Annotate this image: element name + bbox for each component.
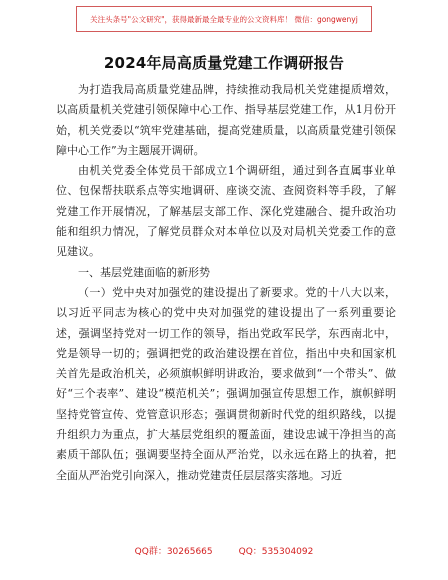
intro-paragraph: 为打造我局高质量党建品牌，持续推动我局机关党建提质增效，以高质量机关党建引领保障中心工作、指导基层党建工作，从1月份开始，机关党委以“筑牢党建基础，提高党建质量，以高质量党建引领保障中心工作”为主题展开调研。 — [56, 83, 396, 157]
contact-footer — [0, 544, 448, 557]
promo-banner-text: 关注头条号"公文研究"，获得最新最全最专业的公文资料库！ 微信：gongwenyj — [90, 14, 358, 24]
qq-label: QQ：535304092 — [238, 547, 314, 557]
section-paragraph: （一）党中央对加强党的建设提出了新要求。党的十八大以来，以习近平同志为核心的党中央对加强党的建设提出了一系列重要论述，强调坚持党对一切工作的领导，指出党政军民学，东西南北中，党是领导一切的；强调把党的政治建设摆在首位，指出中央和国家机关首先是政治机关，必须旗帜鲜明讲政治，要求做到“一个带头”、做好“三个表率”、建设“模范机关”；强调加强宣传思想工作，旗帜鲜明坚持党管宣传、党管意识形态；强调贯彻新时代党的组织路线，以提升组织力为重点，扩大基层党组织的覆盖面，建设忠诚干净担当的高素质干部队伍；强调要坚持全面从严治党，以永远在路上的执着，把全面从严治党引向深入，推动党建责任层层落实落地。习近 — [56, 285, 396, 482]
document-body — [56, 80, 396, 486]
promo-banner — [76, 6, 372, 32]
document-title: 2024年局高质量党建工作调研报告 — [103, 54, 345, 72]
section-heading: 一、基层党建面临的新形势 — [78, 265, 210, 279]
method-paragraph: 由机关党委全体党员干部成立1个调研组，通过到各直属事业单位、包保帮扶联系点等实地调研、座谈交流、查阅资料等手段，了解党建工作开展情况，了解基层支部工作、深化党建融合、提升政治功能和组织力情况，了解党员群众对本单位以及对局机关党委工作的意见建议。 — [56, 164, 396, 259]
qq-group-label: QQ群：30265665 — [134, 547, 213, 557]
